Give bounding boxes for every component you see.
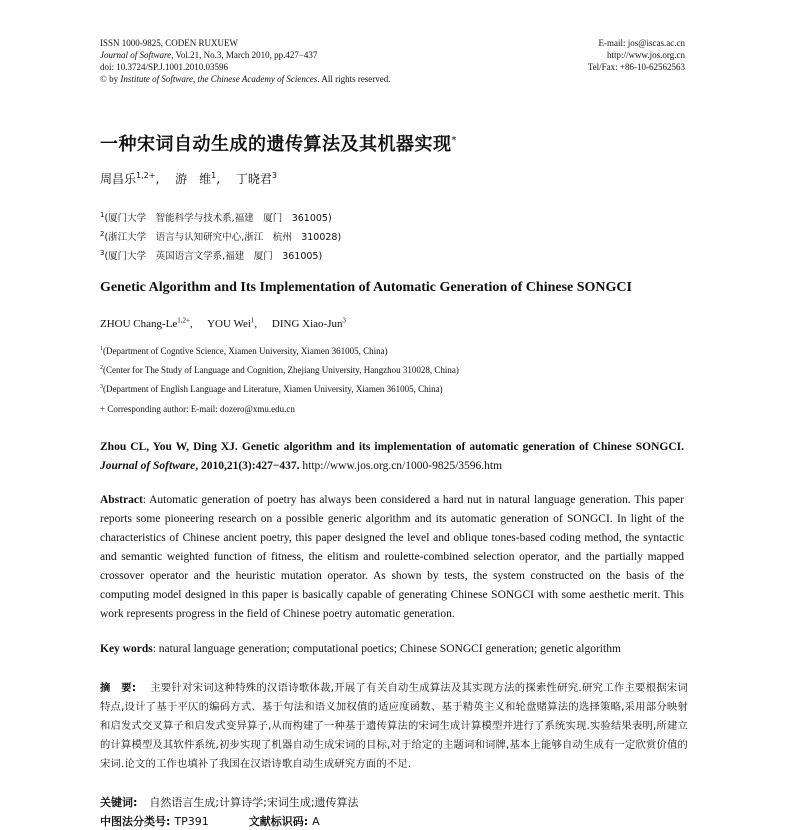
author-cn-name: 周昌乐 (100, 172, 137, 186)
copyright-line (100, 73, 391, 85)
affiliation-en-sup: 2 (100, 365, 103, 371)
journal-line (100, 49, 391, 61)
affiliation-cn-sup: 2 (100, 229, 105, 238)
clc-label: 中图法分类号: (100, 815, 171, 828)
academy-name: the Chinese Academy of Sciences (197, 74, 318, 84)
affiliation-cn (100, 229, 341, 243)
author-cn: 游 维$^1$, (175, 171, 221, 186)
journal-name: Journal of Software (100, 50, 172, 60)
journal-details: , Vol.21, No.3, March 2010, pp.427−437 (171, 50, 318, 60)
keywords-cn (100, 794, 359, 810)
issn-line: ISSN 1000-9825, CODEN RUXUEW (100, 38, 238, 48)
author-cn-sup: 3 (271, 171, 277, 180)
citation-url[interactable]: http://www.jos.org.cn/1000-9825/3596.htm (299, 460, 503, 472)
author-cn-sup: 1,2+ (136, 171, 156, 180)
classification (100, 813, 320, 829)
keywords-text: : natural language generation; computational poetics; Chinese SONGCI generation; genetic algorithm (152, 643, 621, 655)
doc-code-label: 文献标识码: (248, 815, 309, 828)
doc-code-value: A (312, 815, 320, 828)
author-en (272, 318, 346, 330)
affiliation-cn (100, 210, 332, 224)
abstract-cn (100, 679, 688, 774)
affiliation-cn-text: (厦门大学 智能科学与技术系,福建 厦门 361005) (104, 213, 332, 224)
affiliation-cn (100, 248, 322, 262)
affiliation-cn-text: (厦门大学 英国语言文学系,福建 厦门 361005) (104, 251, 323, 262)
affiliation-en-sup: 3 (100, 384, 103, 390)
doi-line: doi: 10.3724/SP.J.1001.2010.03596 (100, 62, 229, 72)
keywords-label: Key words (100, 643, 153, 655)
affiliation-en-text: (Center for The Study of Language and Cognition, Zhejiang University, Hangzhou 310028, China) (103, 365, 459, 375)
citation (100, 438, 684, 476)
paper-title-en: Genetic Algorithm and Its Implementation of Automatic Generation of Chinese SONGCI (100, 280, 632, 295)
copyright-suffix: . All rights reserved. (317, 74, 391, 84)
author-cn: 周昌乐$^{1,2+}$, (100, 171, 160, 186)
author-cn-name: 游 维 (175, 172, 212, 186)
author-en-name: ZHOU Chang-Le (100, 317, 178, 330)
author-en-sup: 3 (342, 316, 346, 324)
author-en: ZHOU Chang-$Le^{1,2+}$, (100, 316, 193, 330)
corresponding-author: + Corresponding author: E-mail: dozero@xmu.edu.cn (100, 404, 295, 414)
keywords-cn-text: 自然语言生成;计算诗学;宋词生成;遗传算法 (149, 796, 359, 809)
affiliation-cn-sup: 3 (100, 248, 105, 257)
journal-contact (588, 37, 685, 73)
clc-value: TP391 (174, 815, 209, 828)
copyright-mid: , (193, 74, 198, 84)
citation-journal: Journal of Software (100, 460, 196, 472)
affiliation-cn-text: (浙江大学 语言与认知研究中心,浙江 杭州 310028) (104, 232, 342, 243)
keywords-en (100, 643, 700, 655)
journal-email: E-mail: jos@iscas.ac.cn (598, 38, 685, 48)
abstract-en (100, 491, 684, 624)
author-cn-name: 丁晓君 (235, 172, 272, 186)
citation-volume: , 2010,21(3):427−437. (195, 460, 300, 472)
author-en-sup: 1,2+ (177, 316, 190, 324)
copyright-prefix: © by (100, 74, 121, 84)
affiliation-en (100, 346, 388, 356)
author-en-name: YOU Wei (207, 317, 251, 330)
citation-main: Zhou CL, You W, Ding XJ. Genetic algorithm and its implementation of automatic generation of Chinese SONGCI. (100, 441, 684, 453)
abstract-cn-text: 主要针对宋词这种特殊的汉语诗歌体裁,开展了有关自动生成算法及其实现方法的探索性研究.研究工作主要根据宋词特点,设计了基于平仄的编码方式、基于句法和语义加权值的适应度函数、基于精英主义和轮盘赌算法的选择策略,采用部分映射和启发式交叉算子和启发式变异算子,从而构建了一种基于遗传算法的宋词生成计算模型并进行了系统实现.实验结果表明,所建立的计算模型及其软件系统,初步实现了机器自动生成宋词的目标,对于给定的主题词和词牌,基本上能够自动生成有一定欣赏价值的宋词.论文的工作也填补了我国在汉语诗歌自动生成研究方面的不足. (100, 682, 689, 770)
institute-name: Institute of Software (120, 74, 194, 84)
authors-en (100, 316, 358, 330)
abstract-label: Abstract (100, 494, 143, 506)
author-cn (236, 172, 277, 186)
keywords-cn-label: 关键词: (100, 796, 138, 809)
author-en-name: DING Xiao-Jun (271, 317, 343, 330)
journal-header (100, 37, 391, 85)
journal-website[interactable]: http://www.jos.org.cn (607, 50, 685, 60)
author-en-sup: 1 (250, 316, 255, 324)
title-footnote-mark: * (451, 135, 457, 146)
paper-title-cn-text: 一种宋词自动生成的遗传算法及其机器实现 (100, 134, 452, 155)
affiliation-en (100, 384, 443, 394)
affiliation-en (100, 365, 459, 375)
abstract-text: : Automatic generation of poetry has always been considered a hard nut in natural language generation. This paper reports some pioneering research on a possible generic algorithm and its automatic generation of SONGCI. In light of the characteristics of Chinese ancient poetry, this paper designed the level and oblique tones-based coding method, the syntactic and semantic weighted function of fitness, the elitism and roulette-combined selection operator, and the partially mapped crossover operator and the heuristic mutation operator. As shown by tests, the system constructed on the basis of the computing model designed in this paper is basically capable of generating Chinese SONGCI with some aesthetic merit. This work represents progress in the field of Chinese poetry automatic generation. (100, 494, 684, 620)
affiliation-en-sup: 1 (100, 346, 103, 352)
authors-cn (100, 170, 289, 187)
abstract-cn-label: 摘 要: (100, 682, 137, 694)
affiliation-cn-sup: 1 (100, 210, 105, 219)
author-en: YOU Wei$^1$, (207, 316, 258, 330)
affiliation-en-text: (Department of English Language and Literature, Xiamen University, Xiamen 361005, China) (103, 384, 443, 394)
affiliation-en-text: (Department of Cogntive Science, Xiamen University, Xiamen 361005, China) (103, 346, 388, 356)
paper-title-cn (100, 130, 457, 156)
journal-telfax: Tel/Fax: +86-10-62562563 (587, 62, 685, 72)
author-cn-sup: 1 (211, 171, 217, 180)
